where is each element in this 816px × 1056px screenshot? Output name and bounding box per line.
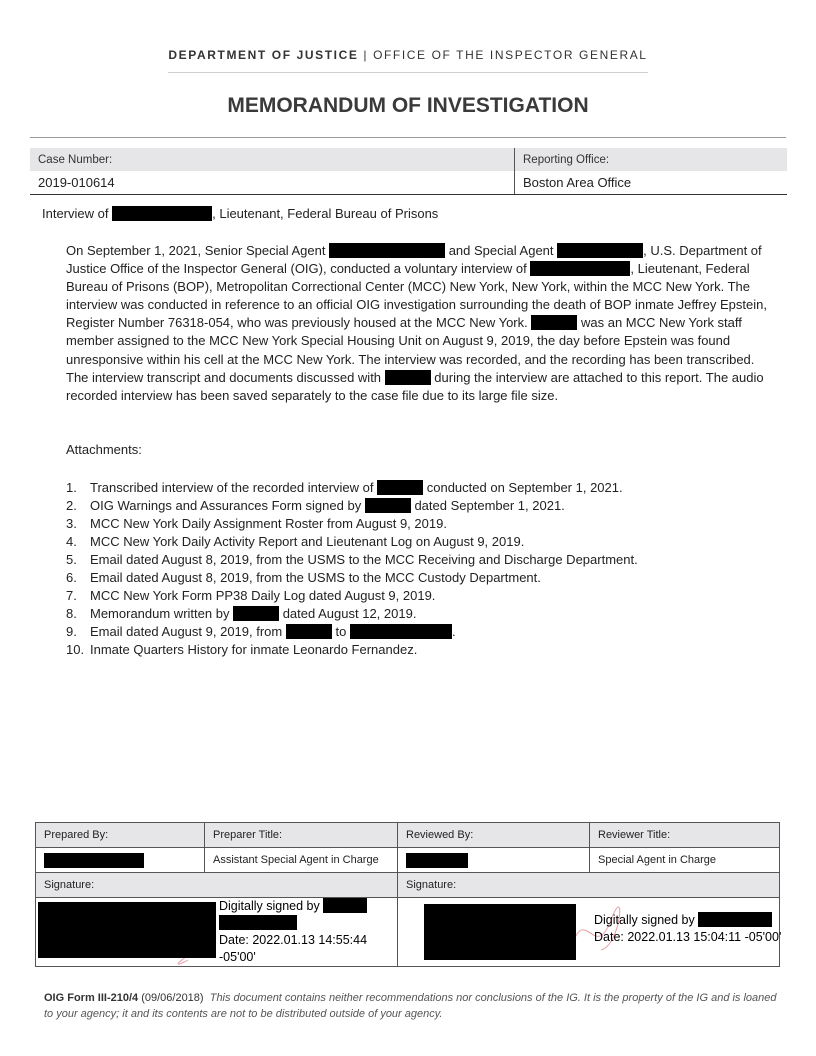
- redaction-box: [698, 912, 772, 927]
- reporting-office-label: Reporting Office:: [515, 148, 788, 171]
- redaction-box: [424, 904, 576, 960]
- form-id: OIG Form III-210/4: [44, 992, 139, 1004]
- reviewer-signature: [398, 898, 780, 967]
- interview-subject: [42, 206, 438, 221]
- redaction-box: [530, 261, 630, 276]
- redaction-box: [531, 315, 577, 330]
- signature-label-left: Signature:: [36, 873, 398, 898]
- list-item: 3. MCC New York Daily Assignment Roster from August 9, 2019.: [66, 516, 447, 531]
- body-text: and Special Agent: [448, 243, 554, 258]
- header-separator: |: [363, 48, 369, 62]
- body-text: , Lieutenant, Federal Bureau of Prisons (BOP), Metropolitan Correctional Center (MCC) New York, New York, within the MCC New York. The interview was conducted in reference to an official OIG investigation surrounding the death of BOP inmate Jeffrey Epstein, Register Number 76318-054, who was previously housed at the MCC New York.: [66, 261, 767, 331]
- attachments-list: [66, 479, 638, 659]
- redaction-box: [233, 606, 279, 621]
- redaction-box: [406, 853, 468, 868]
- reviewer-title-label: Reviewer Title:: [590, 823, 780, 848]
- body-text: was an MCC New York staff member assigned to the MCC New York Special Housing Unit on August 9, 2019, the day before Epstein was found unresponsive within his cell at the MCC New York. The interview was recorded, and the recording has been transcribed. The interview transcript and documents discussed with: [66, 315, 755, 385]
- list-item: 7. MCC New York Form PP38 Daily Log dated August 9, 2019.: [66, 588, 436, 603]
- title-divider: [30, 137, 786, 138]
- preparer-name-cell: [36, 848, 205, 873]
- reviewer-title-value: Special Agent in Charge: [590, 848, 780, 873]
- subject-suffix: , Lieutenant, Federal Bureau of Prisons: [212, 206, 439, 221]
- narrative-paragraph: [66, 242, 772, 405]
- list-item: 2. OIG Warnings and Assurances Form signed by dated September 1, 2021.: [66, 498, 565, 513]
- disclaimer-text: This document contains neither recommendations nor conclusions of the IG. It is the property of the IG and is loaned to your agency; it and its contents are not to be distributed outside of your agency.: [44, 992, 777, 1020]
- reviewer-name-cell: [398, 848, 590, 873]
- office-name: OFFICE OF THE INSPECTOR GENERAL: [373, 48, 648, 62]
- list-item: 5. Email dated August 8, 2019, from the USMS to the MCC Receiving and Discharge Department.: [66, 552, 638, 567]
- prepared-by-label: Prepared By:: [36, 823, 205, 848]
- right-signature-date: Date: 2022.01.13 15:04:11 -05'00': [594, 930, 782, 944]
- agency-header: [168, 48, 648, 62]
- redaction-box: [38, 902, 216, 958]
- right-digital-signature: Digitally signed by Date: 2022.01.13 15:04:11 -05'00': [594, 912, 784, 946]
- left-signature-date: Date: 2022.01.13 14:55:44: [219, 933, 368, 947]
- redaction-box: [365, 498, 411, 513]
- body-text: during the interview are attached to this report. The audio recorded interview has been saved separately to the case file due to its large file size.: [66, 369, 764, 403]
- form-footer: [44, 990, 784, 1022]
- list-item: 6. Email dated August 8, 2019, from the USMS to the MCC Custody Department.: [66, 570, 541, 585]
- redaction-box: [323, 898, 367, 913]
- redaction-box: [219, 915, 297, 930]
- reporting-office-value: Boston Area Office: [515, 171, 788, 195]
- attachments-heading: Attachments:: [66, 442, 142, 457]
- redaction-box: [385, 370, 431, 385]
- department-name: DEPARTMENT OF JUSTICE: [168, 48, 359, 62]
- redaction-box: [350, 624, 452, 639]
- redaction-box: [44, 853, 144, 868]
- form-date: (09/06/2018): [141, 992, 204, 1004]
- left-digital-signature: Digitally signed by Date: 2022.01.13 14:55:44 -05'00': [219, 898, 394, 966]
- page-title: MEMORANDUM OF INVESTIGATION: [227, 94, 589, 117]
- signature-table: [35, 822, 780, 967]
- redaction-box: [112, 206, 212, 221]
- preparer-title-label: Preparer Title:: [205, 823, 398, 848]
- list-item: 8. Memorandum written by dated August 12, 2019.: [66, 606, 417, 621]
- redaction-box: [286, 624, 332, 639]
- redaction-box: [377, 480, 423, 495]
- header-divider: [168, 72, 648, 73]
- body-text: On September 1, 2021, Senior Special Agent: [66, 243, 326, 258]
- preparer-signature: [36, 898, 398, 967]
- list-item: 1. Transcribed interview of the recorded interview of conducted on September 1, 2021.: [66, 480, 623, 495]
- case-number-label: Case Number:: [30, 148, 515, 171]
- body-text: , U.S. Department of Justice Office of the Inspector General (OIG), conducted a voluntary interview of: [66, 243, 762, 277]
- left-signature-tz: -05'00': [219, 950, 256, 964]
- case-number-value: 2019-010614: [30, 171, 515, 195]
- redaction-box: [329, 243, 445, 258]
- reviewed-by-label: Reviewed By:: [398, 823, 590, 848]
- subject-prefix: Interview of: [42, 206, 109, 221]
- list-item: 4. MCC New York Daily Activity Report and Lieutenant Log on August 9, 2019.: [66, 534, 525, 549]
- preparer-title-value: Assistant Special Agent in Charge: [205, 848, 398, 873]
- signature-label-right: Signature:: [398, 873, 780, 898]
- list-item: 9. Email dated August 9, 2019, from to .: [66, 624, 456, 639]
- case-info-table: [30, 148, 787, 195]
- redaction-box: [557, 243, 643, 258]
- list-item: 10. Inmate Quarters History for inmate Leonardo Fernandez.: [66, 642, 418, 657]
